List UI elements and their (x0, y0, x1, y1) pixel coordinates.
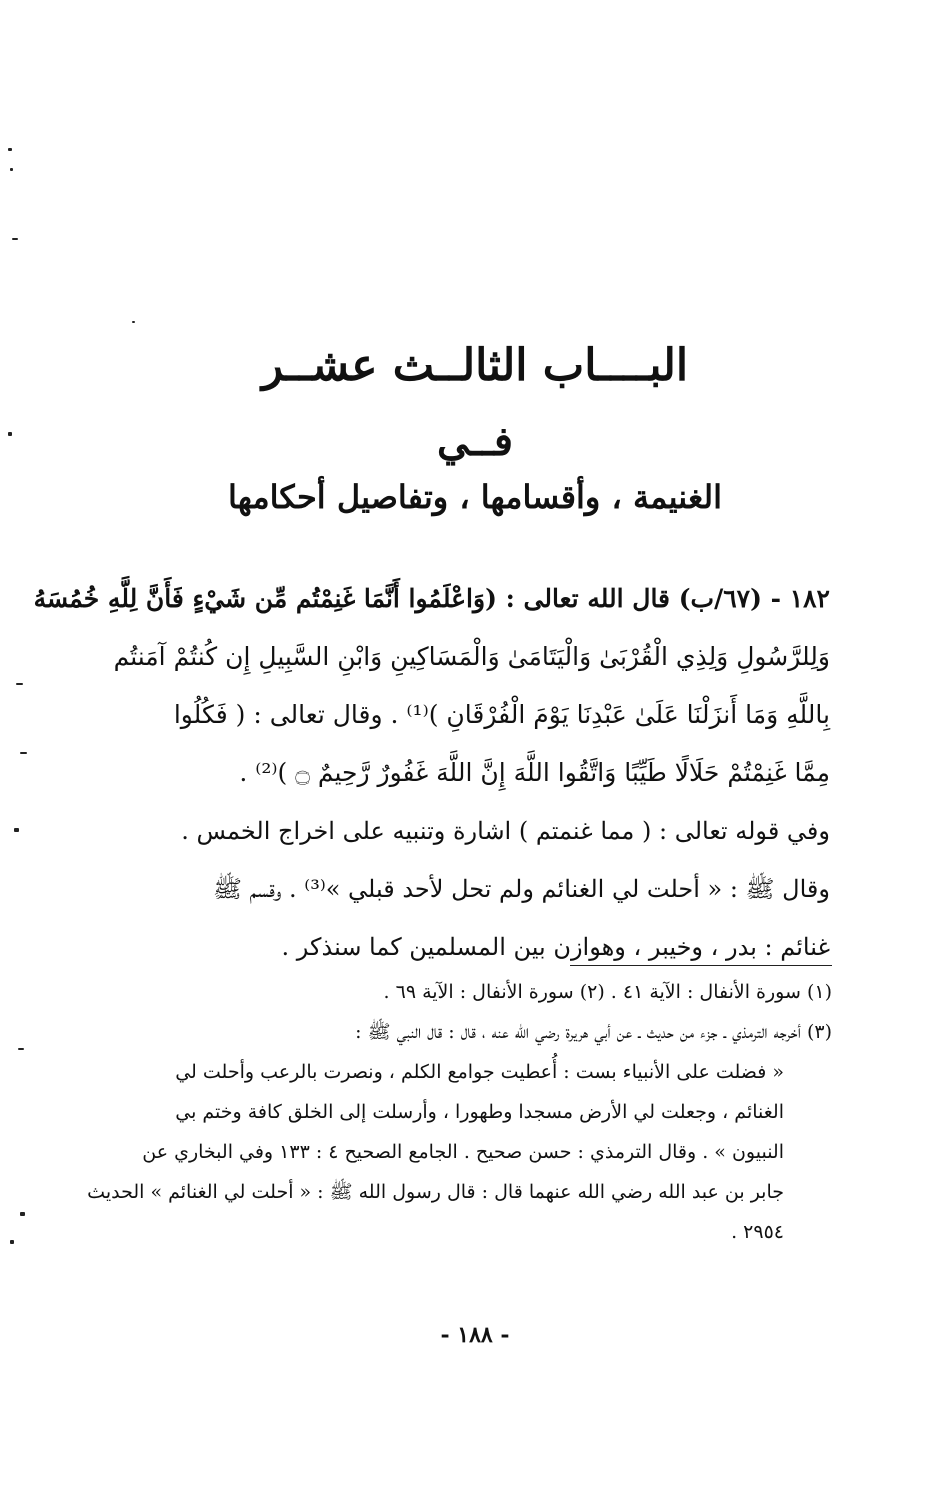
body-text (33, 570, 830, 976)
footnote-line-4: الغنائم ، وجعلت لي الأرض مسجدا وطهورا ، وأرسلت إلى الخلق كافة وختم بي (175, 1101, 784, 1123)
body-line-7: غنائم : بدر ، وخيبر ، وهوازن بين المسلمين كما سنذكر . (281, 933, 830, 961)
page-number: - ١٨٨ - (440, 1322, 510, 1348)
footnote-line-6: جابر بن عبد الله رضي الله عنهما قال : قال رسول الله ﷺ : « أحلت لي الغنائم » الحديث (87, 1181, 784, 1203)
chapter-subtitle: الغنيمة ، وأقسامها ، وتفاصيل أحكامها (227, 478, 723, 516)
scan-speck (12, 238, 18, 240)
body-line-5: وفي قوله تعالى : ( مما غنمتم ) اشارة وتنبيه على اخراج الخمس . (181, 817, 830, 845)
scan-speck (10, 1240, 14, 1244)
body-line-4: مِمَّا غَنِمْتُمْ حَلَالًا طَيِّبًا وَاتَّقُوا اللَّهَ إِنَّ اللَّهَ غَفُورٌ رَّحِيمٌ ۝ )⁽²⁾ . (239, 758, 830, 787)
scan-speck (16, 683, 23, 685)
scan-speck (20, 752, 27, 754)
chapter-fi: فــي (437, 418, 513, 465)
footnote-line-2: (٣) أخرجه الترمذي ـ جزء من حديث ـ عن أبي هريرة رضي الله عنه ، قال : قال النبي ﷺ : (355, 1021, 832, 1043)
scan-speck (10, 168, 13, 171)
scan-speck (18, 1048, 24, 1050)
footnote-separator (570, 965, 832, 966)
scan-speck (20, 1212, 25, 1216)
scan-speck (132, 321, 135, 323)
body-line-2: وَلِلرَّسُولِ وَلِذِي الْقُرْبَىٰ وَالْيَتَامَىٰ وَالْمَسَاكِينِ وَابْنِ السَّبِيلِ إِن كُنتُمْ آمَنتُم (113, 642, 830, 671)
footnote-line-3: « فضلت على الأنبياء بست : أُعطيت جوامع الكلم ، ونصرت بالرعب وأحلت لي (175, 1061, 784, 1083)
footnote-line-7: ٢٩٥٤ . (731, 1221, 784, 1243)
footnotes (87, 972, 832, 1252)
footnote-line-5: النبيون » . وقال الترمذي : حسن صحيح . الجامع الصحيح ٤ : ١٣٣ وفي البخاري عن (142, 1141, 784, 1163)
body-line-1: ١٨٢ - (٦٧/ب) قال الله تعالى : (وَاعْلَمُوا أَنَّمَا غَنِمْتُم مِّن شَيْءٍ فَأَنَّ لِلَّهِ خُمُسَهُ (33, 584, 830, 613)
body-line-6: وقال ﷺ : « أحلت لي الغنائم ولم تحل لأحد قبلي »⁽³⁾ . وقسم ﷺ (212, 875, 830, 903)
scan-speck (8, 148, 12, 151)
chapter-title: البــــاب الثالــث عشــر (261, 340, 689, 391)
scan-speck (14, 828, 19, 832)
scan-speck (8, 432, 12, 436)
footnote-line-1: (١) سورة الأنفال : الآية ٤١ . (٢) سورة الأنفال : الآية ٦٩ . (383, 981, 832, 1003)
body-line-3: بِاللَّهِ وَمَا أَنزَلْنَا عَلَىٰ عَبْدِنَا يَوْمَ الْفُرْقَانِ )⁽¹⁾ . وقال تعالى : ( فَكُلُوا (173, 700, 830, 729)
